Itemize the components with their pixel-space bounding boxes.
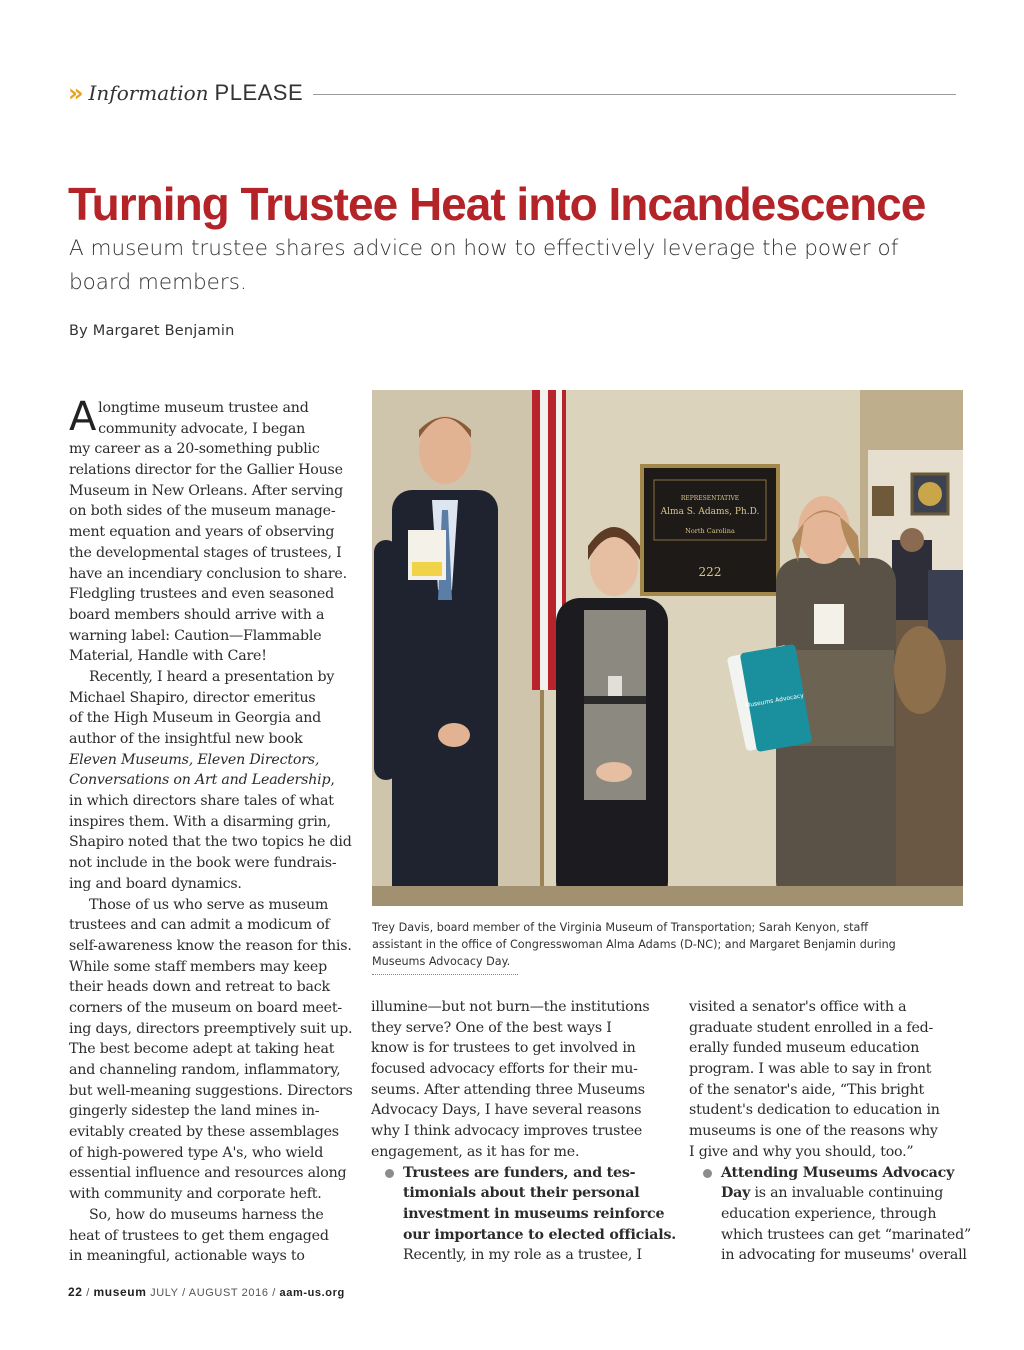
caption-rule	[372, 974, 518, 975]
text-line: Shapiro noted that the two topics he did	[69, 834, 352, 851]
column-1	[69, 394, 353, 1267]
text-line: While some staff members may keep	[69, 958, 327, 975]
text-line: Recently, I heard a presentation by	[89, 668, 335, 685]
text-line: corners of the museum on board meet-	[69, 999, 342, 1016]
text-line: in which directors share tales of what	[69, 793, 334, 810]
text-line: longtime museum trustee and	[98, 400, 309, 416]
subtitle-line: board members.	[69, 270, 247, 295]
separator: /	[86, 1287, 94, 1299]
text-line: program. I was able to say in front	[689, 1061, 932, 1078]
subtitle-line: A museum trustee shares advice on how to effectively leverage the power of	[69, 236, 899, 261]
section-name: Information	[88, 81, 209, 105]
text-line: So, how do museums harness the	[89, 1206, 324, 1223]
caption-line: Museums Advocacy Day.	[372, 955, 511, 968]
photo-illustration	[372, 390, 963, 906]
room-number: 222	[698, 565, 722, 579]
paragraph	[371, 997, 657, 1163]
text-line: The best become adept at taking heat	[69, 1041, 335, 1058]
text-line: focused advocacy efforts for their mu-	[371, 1061, 638, 1078]
text-line: evitably created by these assemblages	[69, 1124, 339, 1141]
text-line: museums is one of the reasons why	[689, 1123, 938, 1140]
article-photo	[372, 390, 963, 906]
text-line: Michael Shapiro, director emeritus	[69, 689, 316, 706]
text-line: education experience, through	[721, 1205, 937, 1222]
page-number: 22	[68, 1285, 83, 1299]
plaque-name: Alma S. Adams, Ph.D.	[660, 507, 760, 517]
text-line: my career as a 20-something public	[69, 441, 320, 458]
text-line	[69, 750, 349, 771]
text-line: have an incendiary conclusion to share.	[69, 565, 347, 582]
text-line: investment in museums reinforce	[403, 1205, 665, 1222]
paragraph-3	[69, 895, 353, 1205]
issue-date: JULY / AUGUST 2016	[150, 1287, 269, 1299]
caption-line: Trey Davis, board member of the Virginia Museum of Transportation; Sarah Kenyon, staff	[372, 921, 869, 934]
text-line: gingerly sidestep the land mines in-	[69, 1103, 320, 1120]
text-line: in advocating for museums' overall	[721, 1247, 967, 1264]
text-line: their heads down and retreat to back	[69, 979, 330, 996]
bullet-rest	[721, 1204, 972, 1266]
text-line: trustees and can admit a modicum of	[69, 917, 330, 934]
bullet-dot-icon	[703, 1169, 712, 1178]
magazine-name: museum	[93, 1285, 147, 1299]
text-line: Advocacy Days, I have several reasons	[371, 1102, 642, 1119]
bullet-bold	[403, 1163, 676, 1246]
column-2	[371, 997, 676, 1266]
column-3	[689, 997, 972, 1266]
text-line: Those of us who serve as museum	[89, 896, 329, 913]
text-line: they serve? One of the best ways I	[371, 1019, 612, 1036]
article-subtitle	[69, 232, 929, 300]
drop-cap: A	[69, 394, 97, 440]
text-line: why I think advocacy improves trustee	[371, 1123, 643, 1140]
text-line: heat of trustees to get them engaged	[69, 1227, 329, 1244]
text-line: Fledgling trustees and even seasoned	[69, 586, 334, 603]
text-line: self-awareness know the reason for this.	[69, 937, 352, 954]
text-line: Museum in New Orleans. After serving	[69, 482, 344, 499]
text-line: with community and corporate heft.	[69, 1186, 322, 1203]
text-line: author of the insightful new book	[69, 731, 303, 747]
text-line: and channeling random, inflammatory,	[69, 1062, 341, 1078]
text-line: Attending Museums Advocacy	[721, 1164, 955, 1181]
website-link[interactable]: aam-us.org	[279, 1287, 345, 1299]
text-line: seums. After attending three Museums	[371, 1081, 645, 1098]
text-line: Trustees are funders, and tes-	[403, 1164, 636, 1181]
text-line: visited a senator's office with a	[689, 999, 907, 1015]
dropcap-block	[69, 394, 349, 440]
paragraph-2-cont	[69, 791, 352, 894]
book-title: Eleven Museums, Eleven Directors,	[69, 751, 320, 768]
bold-text: Day	[721, 1185, 751, 1202]
section-header	[68, 78, 956, 108]
text-line: Material, Handle with Care!	[69, 648, 267, 665]
text-line	[721, 1183, 959, 1204]
text-line: ing days, directors preemptively suit up.	[69, 1020, 353, 1037]
byline: By Margaret Benjamin	[69, 323, 235, 339]
text-line: I give and why you should, too.”	[689, 1143, 914, 1160]
text-line: engagement, as it has for me.	[371, 1143, 580, 1160]
punct: ,	[330, 772, 335, 789]
text-line: ing and board dynamics.	[69, 875, 242, 892]
text-run: is an invaluable continuing	[750, 1185, 944, 1202]
article-title: Turning Trustee Heat into Incandescence	[68, 178, 926, 230]
text-line: our importance to elected officials.	[403, 1226, 676, 1243]
bullet-item	[371, 1163, 676, 1266]
text-line: community advocate, I began	[98, 420, 306, 437]
text-line: essential influence and resources along	[69, 1165, 347, 1182]
text-line: know is for trustees to get involved in	[371, 1040, 636, 1057]
text-line: student's dedication to education in	[689, 1102, 940, 1119]
page-footer	[68, 1285, 345, 1299]
text-line: in meaningful, actionable ways to	[69, 1248, 305, 1265]
text-line: which trustees can get “marinated”	[721, 1226, 972, 1243]
text-line: Recently, in my role as a trustee, I	[403, 1247, 642, 1264]
plaque-state: North Carolina	[685, 527, 735, 535]
text-line: of the senator's aide, “This bright	[689, 1081, 925, 1098]
text-line: illumine—but not burn—the institutions	[371, 999, 650, 1015]
text-line: the developmental stages of trustees, I	[69, 544, 342, 561]
bullet-item	[689, 1163, 972, 1266]
plaque-title: REPRESENTATIVE	[680, 495, 740, 502]
text-line: erally funded museum education	[689, 1040, 920, 1057]
paragraph-2	[69, 667, 349, 750]
text-line: not include in the book were fundrais-	[69, 855, 337, 872]
header-rule	[313, 94, 956, 95]
text-line: relations director for the Gallier House	[69, 462, 343, 479]
paragraph	[689, 997, 959, 1163]
text-line: warning label: Caution—Flammable	[69, 627, 322, 644]
text-line: on both sides of the museum manage-	[69, 503, 336, 520]
paragraph-1	[69, 439, 349, 667]
text-line: of the High Museum in Georgia and	[69, 710, 322, 727]
paragraph-4	[69, 1205, 349, 1267]
photo-caption	[372, 919, 962, 970]
text-line: graduate student enrolled in a fed-	[689, 1019, 934, 1036]
folder-text: Museums Advocacy	[744, 692, 805, 710]
bullet-dot-icon	[385, 1169, 394, 1178]
text-line	[69, 770, 349, 791]
text-line: but well-meaning suggestions. Directors	[69, 1082, 353, 1099]
book-title: Conversations on Art and Leadership	[69, 772, 331, 789]
chevron-icon: »	[68, 79, 79, 107]
text-line: board members should arrive with a	[69, 606, 325, 623]
text-line: timonials about their personal	[403, 1185, 640, 1202]
section-name-strong: PLEASE	[214, 80, 304, 105]
separator: /	[272, 1287, 280, 1299]
caption-line: assistant in the office of Congresswoman Alma Adams (D-NC); and Margaret Benjamin during	[372, 938, 896, 951]
text-line: inspires them. With a disarming grin,	[69, 813, 331, 830]
text-line: ment equation and years of observing	[69, 524, 335, 541]
text-line: of high-powered type A's, who wield	[69, 1144, 324, 1161]
